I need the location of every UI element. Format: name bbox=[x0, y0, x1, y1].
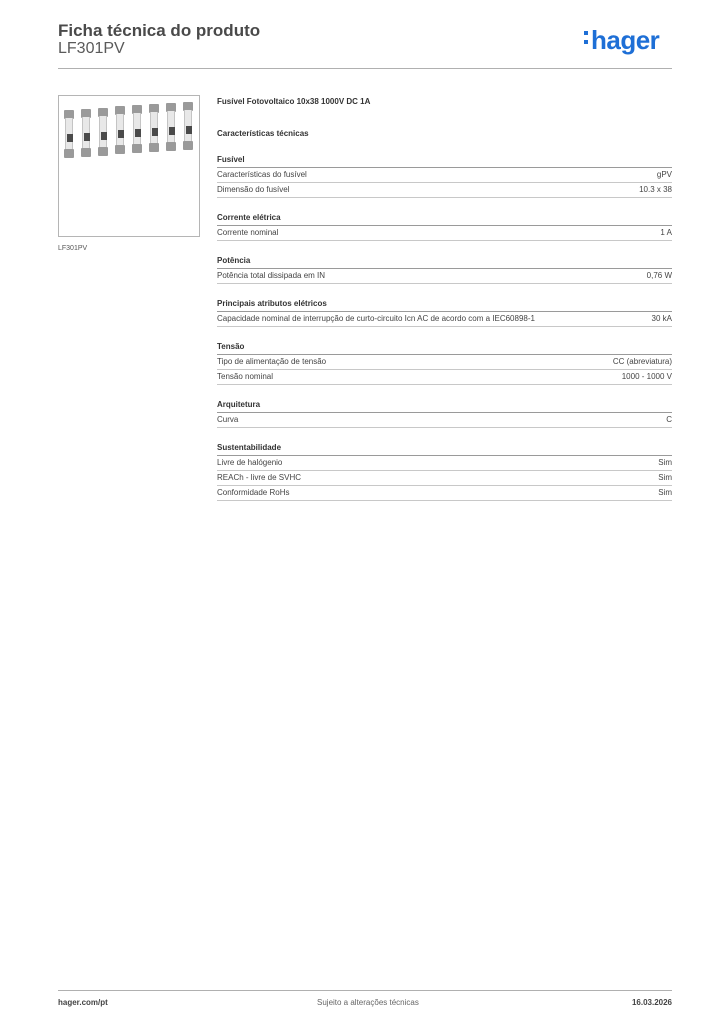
fuse-cartridge-icon bbox=[149, 104, 159, 152]
spec-row bbox=[217, 355, 672, 370]
spec-label: Corrente nominal bbox=[217, 228, 279, 237]
spec-row bbox=[217, 269, 672, 284]
header-divider bbox=[58, 68, 672, 69]
spec-group bbox=[217, 341, 672, 385]
spec-label: Capacidade nominal de interrupção de curto-circuito Icn AC de acordo com a IEC60898-1 bbox=[217, 314, 535, 323]
spec-value: CC (abreviatura) bbox=[612, 357, 672, 366]
logo-colon-icon bbox=[584, 31, 589, 48]
spec-value: Sim bbox=[658, 488, 672, 497]
spec-group-title: Corrente elétrica bbox=[217, 212, 672, 226]
fuse-cartridge-icon bbox=[132, 105, 142, 153]
spec-group bbox=[217, 399, 672, 428]
spec-value: Sim bbox=[658, 473, 672, 482]
spec-row bbox=[217, 226, 672, 241]
spec-value: Sim bbox=[658, 458, 672, 467]
spec-group-title: Arquitetura bbox=[217, 399, 672, 413]
spec-label: Livre de halógenio bbox=[217, 458, 283, 467]
spec-label: Curva bbox=[217, 415, 239, 424]
spec-label: Potência total dissipada em IN bbox=[217, 271, 326, 280]
spec-group-title: Tensão bbox=[217, 341, 672, 355]
page-title: Ficha técnica do produto bbox=[58, 21, 261, 40]
fuse-cartridge-icon bbox=[81, 109, 91, 157]
fuse-cartridge-icon bbox=[183, 102, 193, 150]
section-heading: Características técnicas bbox=[217, 129, 309, 138]
spec-value: 10.3 x 38 bbox=[639, 185, 672, 194]
spec-row bbox=[217, 370, 672, 385]
spec-value: 1 A bbox=[660, 228, 672, 237]
spec-group-title: Potência bbox=[217, 255, 672, 269]
spec-row bbox=[217, 312, 672, 327]
spec-groups bbox=[217, 154, 672, 501]
logo-text: hager bbox=[591, 25, 660, 55]
hager-logo[interactable] bbox=[591, 27, 659, 53]
fuse-cartridge-icon bbox=[166, 103, 176, 151]
spec-group-title: Sustentabilidade bbox=[217, 442, 672, 456]
spec-group-title: Principais atributos elétricos bbox=[217, 298, 672, 312]
spec-group-title: Fusível bbox=[217, 154, 672, 168]
product-image bbox=[58, 95, 200, 237]
spec-row bbox=[217, 456, 672, 471]
footer-website-link[interactable]: hager.com/pt bbox=[58, 998, 108, 1007]
spec-group bbox=[217, 255, 672, 284]
spec-label: Tipo de alimentação de tensão bbox=[217, 357, 327, 366]
fuse-cartridge-icon bbox=[115, 106, 125, 154]
spec-group bbox=[217, 298, 672, 327]
spec-group bbox=[217, 154, 672, 198]
image-caption: LF301PV bbox=[58, 245, 88, 252]
footer-divider bbox=[58, 990, 672, 991]
fuse-cartridge-icon bbox=[98, 108, 108, 156]
spec-value: 0,76 W bbox=[646, 271, 672, 280]
spec-group bbox=[217, 442, 672, 501]
product-code: LF301PV bbox=[58, 40, 125, 57]
fuse-cartridge-icon bbox=[64, 110, 74, 158]
footer-note: Sujeito a alterações técnicas bbox=[317, 998, 419, 1007]
spec-row bbox=[217, 471, 672, 486]
spec-row bbox=[217, 486, 672, 501]
spec-value: 30 kA bbox=[651, 314, 672, 323]
spec-value: C bbox=[666, 415, 672, 424]
spec-label: Conformidade RoHs bbox=[217, 488, 290, 497]
spec-label: Dimensão do fusível bbox=[217, 185, 290, 194]
spec-row bbox=[217, 168, 672, 183]
spec-label: Características do fusível bbox=[217, 170, 307, 179]
spec-label: Tensão nominal bbox=[217, 372, 274, 381]
spec-content bbox=[217, 96, 672, 501]
spec-group bbox=[217, 212, 672, 241]
spec-row bbox=[217, 413, 672, 428]
spec-row bbox=[217, 183, 672, 198]
spec-value: gPV bbox=[656, 170, 672, 179]
spec-label: REACh - livre de SVHC bbox=[217, 473, 302, 482]
spec-value: 1000 - 1000 V bbox=[621, 372, 672, 381]
footer-date: 16.03.2026 bbox=[631, 998, 672, 1007]
product-name: Fusível Fotovoltaico 10x38 1000V DC 1A bbox=[217, 97, 371, 106]
